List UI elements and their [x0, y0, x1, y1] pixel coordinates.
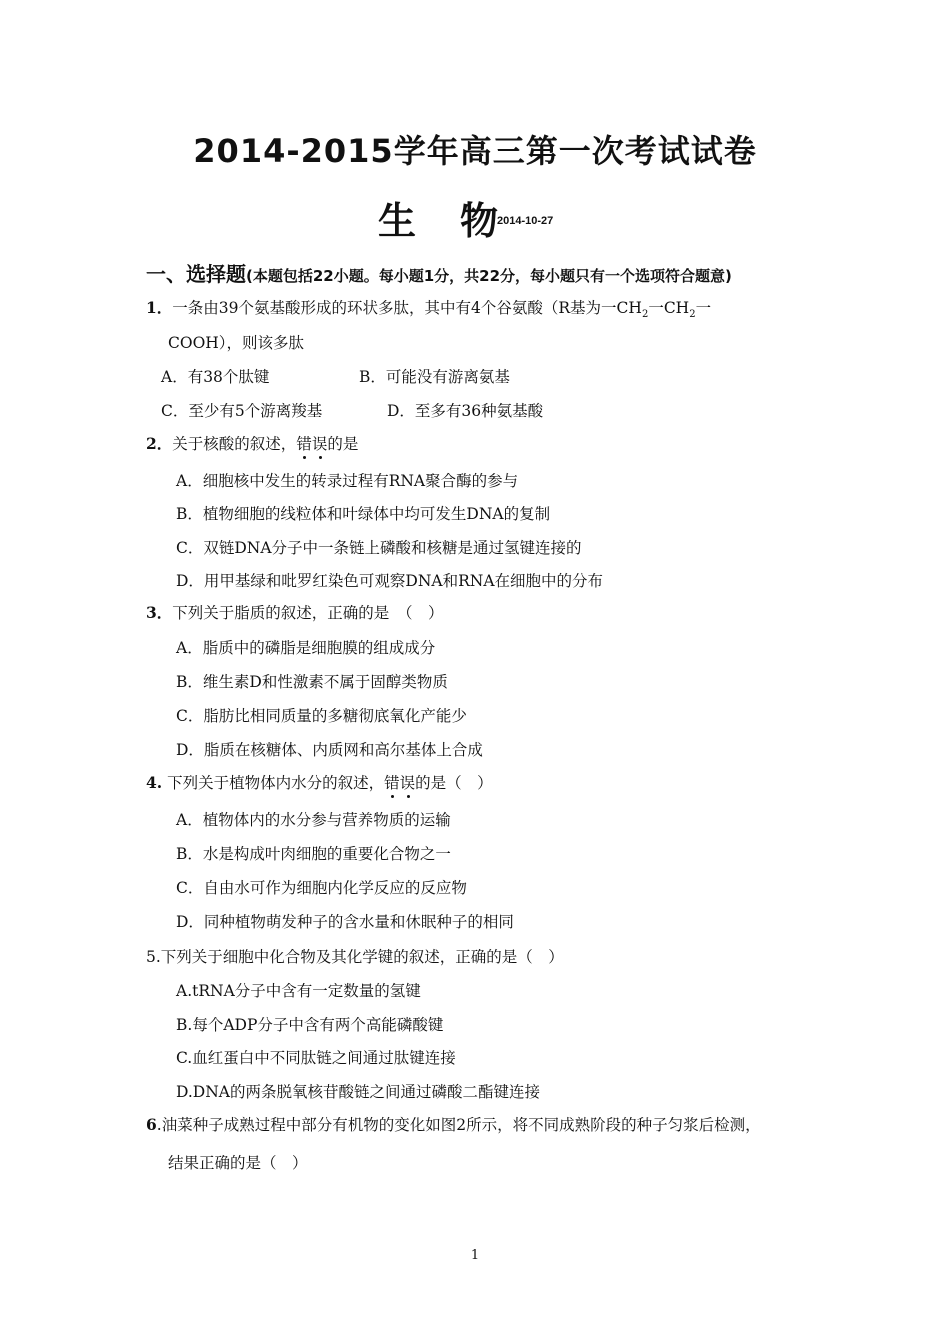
- question-number: 1．: [146, 298, 173, 317]
- question-6-stem: 6.油菜种子成熟过程中部分有机物的变化如图2所示，将不同成熟阶段的种子匀浆后检测，: [146, 1115, 761, 1134]
- q5-option-d: D.DNA的两条脱氧核苷酸链之间通过磷酸二酯键连接: [176, 1083, 540, 1101]
- question-1-stem: 1．一条由39个氨基酸形成的环状多肽，其中有4个谷氨酸（R基为一$CH_2$一$CH_2$一: [146, 298, 712, 321]
- q3-option-c: C．脂肪比相同质量的多糖彻底氧化产能少: [176, 707, 467, 725]
- q2-option-c: C．双链DNA分子中一条链上磷酸和核糖是通过氢键连接的: [176, 539, 582, 557]
- subject-char-1: 生: [378, 199, 417, 243]
- question-5-stem: 5.下列关于细胞中化合物及其化学键的叙述，正确的是（ ）: [146, 948, 564, 966]
- question-number: 2．: [146, 434, 173, 453]
- q3-option-a: A．脂质中的磷脂是细胞膜的组成成分: [176, 639, 436, 657]
- q4-option-b: B．水是构成叶肉细胞的重要化合物之一: [176, 845, 451, 863]
- section-note: (本题包括22小题。每小题1分，共22分，每小题只有一个选项符合题意): [246, 267, 732, 285]
- emphasis-char: 错: [384, 774, 400, 792]
- exam-date: 2014-10-27: [497, 215, 554, 227]
- q1-option-b: B．可能没有游离氨基: [359, 368, 510, 386]
- subject-char-2: 物: [460, 199, 499, 243]
- q2-option-a: A．细胞核中发生的转录过程有RNA聚合酶的参与: [176, 472, 519, 490]
- question-number: 3．: [146, 603, 173, 622]
- emphasis-char: 错: [296, 435, 312, 453]
- question-2-stem: 2．关于核酸的叙述，错误的是: [146, 434, 359, 453]
- q1-option-a: A．有38个肽键: [161, 368, 270, 386]
- q1-option-c: C．至少有5个游离羧基: [161, 402, 323, 420]
- question-number: 5.: [146, 948, 161, 966]
- q4-option-d: D．同种植物萌发种子的含水量和休眠种子的相同: [176, 913, 514, 931]
- q2-option-d: D．用甲基绿和吡罗红染色可观察DNA和RNA在细胞中的分布: [176, 572, 604, 590]
- q4-option-c: C．自由水可作为细胞内化学反应的反应物: [176, 879, 467, 897]
- q3-option-d: D．脂质在核糖体、内质网和高尔基体上合成: [176, 741, 483, 759]
- emphasis-char: 误: [399, 774, 416, 792]
- exam-title: 2014-2015学年高三第一次考试试卷: [193, 132, 757, 170]
- section-title: 一、选择题: [146, 262, 246, 286]
- q2-option-b: B．植物细胞的线粒体和叶绿体中均可发生DNA的复制: [176, 505, 551, 523]
- page-number: 1: [470, 1248, 480, 1263]
- q5-option-b: B.每个ADP分子中含有两个高能磷酸键: [176, 1016, 444, 1034]
- emphasis-char: 误: [311, 435, 328, 453]
- q5-option-c: C.血红蛋白中不同肽链之间通过肽键连接: [176, 1049, 456, 1067]
- section-heading: [146, 258, 732, 287]
- question-6-stem-cont: 结果正确的是（ ）: [168, 1154, 308, 1172]
- question-4-stem: 4. 下列关于植物体内水分的叙述，错误的是（ ）: [146, 773, 493, 792]
- question-number: 4.: [146, 773, 163, 792]
- q5-option-a: A.tRNA分子中含有一定数量的氢键: [176, 982, 421, 1000]
- q1-option-d: D．至多有36种氨基酸: [387, 402, 544, 420]
- question-1-stem-cont: COOH），则该多肽: [168, 334, 305, 352]
- q4-option-a: A．植物体内的水分参与营养物质的运输: [176, 811, 451, 829]
- q3-option-b: B．维生素D和性激素不属于固醇类物质: [176, 673, 448, 691]
- question-number: 6: [146, 1115, 157, 1134]
- question-3-stem: 3．下列关于脂质的叙述，正确的是 （ ）: [146, 603, 444, 622]
- subject-heading: [378, 190, 498, 245]
